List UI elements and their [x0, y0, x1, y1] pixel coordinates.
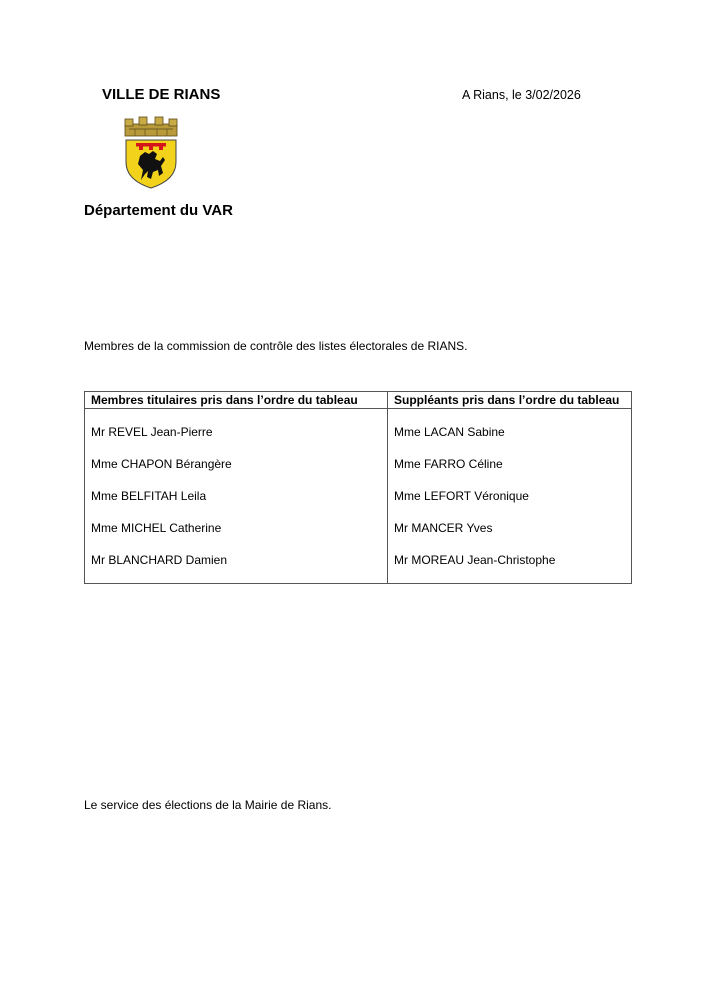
- footer-signature: Le service des élections de la Mairie de Rians.: [84, 798, 332, 812]
- titulaire-1: Mr REVEL Jean-Pierre: [91, 425, 213, 439]
- intro-text: Membres de la commission de contrôle des listes électorales de RIANS.: [84, 339, 468, 353]
- town-title: VILLE DE RIANS: [102, 86, 221, 103]
- titulaire-2: Mme CHAPON Bérangère: [91, 457, 232, 471]
- header-divider: [85, 408, 631, 409]
- suppleant-5: Mr MOREAU Jean-Christophe: [394, 553, 556, 567]
- header-titulaires: Membres titulaires pris dans l’ordre du tableau: [91, 393, 358, 407]
- titulaire-4: Mme MICHEL Catherine: [91, 521, 222, 535]
- suppleant-3: Mme LEFORT Véronique: [394, 489, 529, 503]
- column-divider: [387, 392, 388, 583]
- coat-of-arms-icon: [121, 116, 181, 190]
- department-title: Département du VAR: [84, 202, 233, 219]
- suppleant-4: Mr MANCER Yves: [394, 521, 493, 535]
- titulaire-5: Mr BLANCHARD Damien: [91, 553, 228, 567]
- header-suppleants: Suppléants pris dans l’ordre du tableau: [394, 393, 620, 407]
- suppleant-2: Mme FARRO Céline: [394, 457, 503, 471]
- titulaire-3: Mme BELFITAH Leila: [91, 489, 207, 503]
- date-line: A Rians, le 3/02/2026: [462, 88, 581, 102]
- suppleant-1: Mme LACAN Sabine: [394, 425, 505, 439]
- members-table: [84, 391, 632, 584]
